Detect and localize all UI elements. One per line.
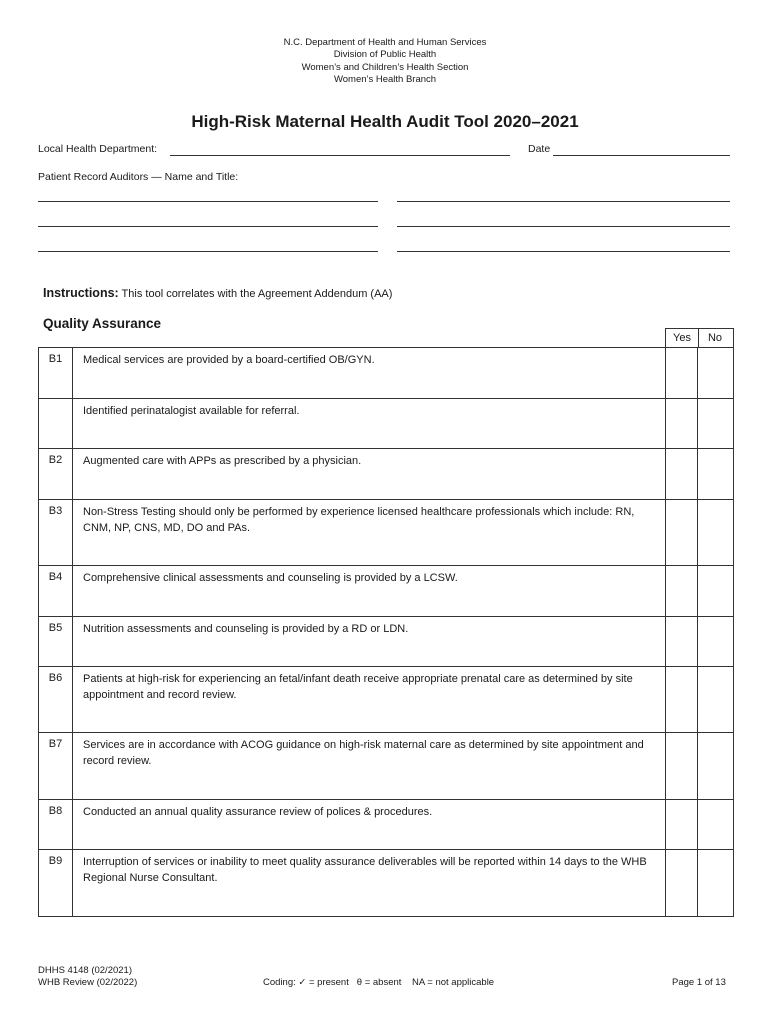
row-text: Medical services are provided by a board-certified OB/GYN.: [73, 348, 666, 399]
yes-checkbox[interactable]: [666, 449, 698, 500]
no-checkbox[interactable]: [698, 850, 734, 917]
table-row: [39, 800, 734, 850]
row-text: Identified perinatalogist available for referral.: [73, 399, 666, 449]
yes-checkbox[interactable]: [666, 500, 698, 566]
no-checkbox[interactable]: [698, 500, 734, 566]
footer-form-info: [38, 965, 137, 989]
agency-header: [0, 37, 770, 86]
table-row: [39, 399, 734, 449]
yes-checkbox[interactable]: [666, 850, 698, 917]
row-text: Interruption of services or inability to meet quality assurance deliverables will be reported within 14 days to the WHB Regional Nurse Consultant.: [73, 850, 666, 917]
row-text: Conducted an annual quality assurance review of polices & procedures.: [73, 800, 666, 850]
row-code: [39, 399, 73, 449]
header-line-3: Women’s and Children’s Health Section: [301, 61, 469, 73]
yes-checkbox[interactable]: [666, 566, 698, 617]
page-number: Page 1 of 13: [672, 977, 726, 988]
form-number: DHHS 4148 (02/2021): [38, 965, 132, 976]
header-line-4: Women’s Health Branch: [333, 73, 437, 85]
review-date: WHB Review (02/2022): [38, 977, 138, 988]
yes-checkbox[interactable]: [666, 733, 698, 800]
no-checkbox[interactable]: [698, 449, 734, 500]
no-checkbox[interactable]: [698, 800, 734, 850]
auditor-field-4[interactable]: [397, 226, 730, 227]
audit-table: [38, 347, 734, 917]
date-label: Date: [528, 143, 551, 155]
header-line-1: N.C. Department of Health and Human Services: [283, 37, 487, 48]
row-code: B4: [39, 566, 73, 617]
row-text: Non-Stress Testing should only be performed by experience licensed healthcare professionals which include: RN, CNM, NP, CNS, MD, DO and PAs.: [73, 500, 666, 566]
auditor-field-2[interactable]: [397, 201, 730, 202]
local-health-department-field[interactable]: [170, 155, 510, 156]
instructions: [43, 286, 392, 300]
table-row: [39, 500, 734, 566]
instructions-text: This tool correlates with the Agreement Addendum (AA): [118, 288, 393, 300]
table-row: [39, 667, 734, 733]
auditor-field-3[interactable]: [38, 226, 378, 227]
row-code: B1: [39, 348, 73, 399]
row-text: Services are in accordance with ACOG guidance on high-risk maternal care as determined by site appointment and record review.: [73, 733, 666, 800]
table-row: [39, 566, 734, 617]
table-row: [39, 850, 734, 917]
row-text: Nutrition assessments and counseling is provided by a RD or LDN.: [73, 617, 666, 667]
coding-legend: Coding: ✓ = present θ = absent NA = not applicable: [263, 977, 495, 988]
table-row: [39, 617, 734, 667]
yes-checkbox[interactable]: [666, 667, 698, 733]
table-row: [39, 348, 734, 399]
row-code: B5: [39, 617, 73, 667]
row-code: B8: [39, 800, 73, 850]
table-row: [39, 733, 734, 800]
section-title: Quality Assurance: [43, 316, 162, 331]
row-code: B3: [39, 500, 73, 566]
row-code: B2: [39, 449, 73, 500]
date-field[interactable]: [553, 155, 730, 156]
no-checkbox[interactable]: [698, 399, 734, 449]
yes-checkbox[interactable]: [666, 800, 698, 850]
document-title: High-Risk Maternal Health Audit Tool 2020–2021: [191, 112, 579, 131]
no-checkbox[interactable]: [698, 667, 734, 733]
no-checkbox[interactable]: [698, 566, 734, 617]
no-checkbox[interactable]: [698, 617, 734, 667]
header-line-2: Division of Public Health: [333, 49, 437, 61]
auditor-field-6[interactable]: [397, 251, 730, 252]
row-code: B9: [39, 850, 73, 917]
row-code: B7: [39, 733, 73, 800]
auditor-field-1[interactable]: [38, 201, 378, 202]
yes-checkbox[interactable]: [666, 348, 698, 399]
instructions-label: Instructions:: [43, 286, 119, 300]
no-checkbox[interactable]: [698, 733, 734, 800]
no-checkbox[interactable]: [698, 348, 734, 399]
yes-checkbox[interactable]: [666, 617, 698, 667]
row-text: Augmented care with APPs as prescribed by a physician.: [73, 449, 666, 500]
row-code: B6: [39, 667, 73, 733]
yes-checkbox[interactable]: [666, 399, 698, 449]
no-column-header: No: [697, 328, 734, 348]
table-row: [39, 449, 734, 500]
auditors-label: Patient Record Auditors — Name and Title:: [38, 171, 239, 183]
auditor-field-5[interactable]: [38, 251, 378, 252]
row-text: Comprehensive clinical assessments and counseling is provided by a LCSW.: [73, 566, 666, 617]
yes-column-header: Yes: [665, 328, 699, 348]
row-text: Patients at high-risk for experiencing an fetal/infant death receive appropriate prenatal care as determined by site appointment and record review.: [73, 667, 666, 733]
local-health-department-label: Local Health Department:: [38, 143, 158, 155]
